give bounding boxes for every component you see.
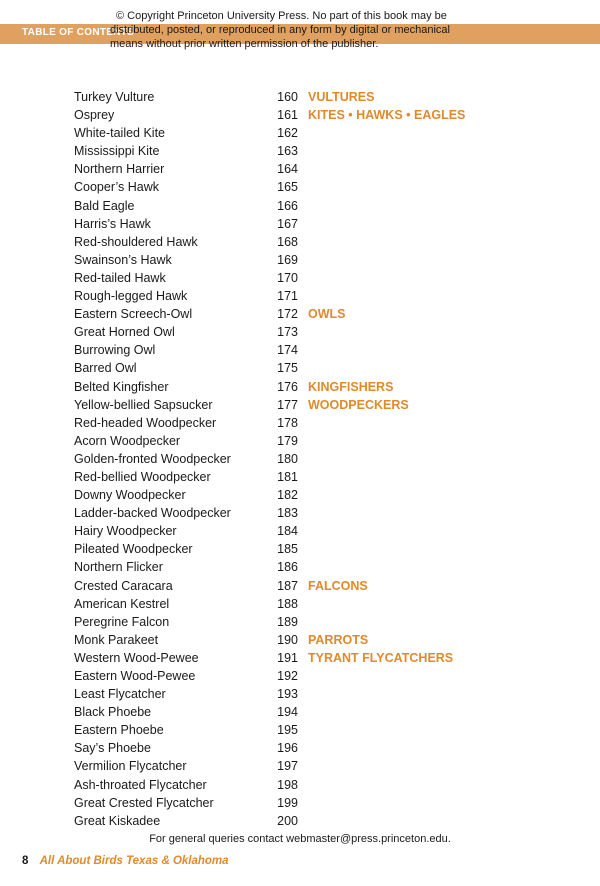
page-ref: 162 <box>277 126 298 141</box>
page-ref: 186 <box>277 560 298 575</box>
page-ref: 163 <box>277 144 298 159</box>
species-name: Hairy Woodpecker <box>74 524 177 539</box>
species-name: Monk Parakeet <box>74 632 159 647</box>
page-ref: 191 <box>277 650 298 665</box>
group-heading: KINGFISHERS <box>308 379 394 394</box>
group-heading: WOODPECKERS <box>308 397 409 412</box>
page-ref: 190 <box>277 632 298 647</box>
page-ref: 198 <box>277 777 298 792</box>
species-name: Eastern Phoebe <box>74 723 164 738</box>
section-title: TABLE OF CONTENTS <box>22 27 135 38</box>
species-name: Bald Eagle <box>74 198 135 213</box>
species-name: Ladder-backed Woodpecker <box>74 506 231 521</box>
species-name: Cooper’s Hawk <box>74 180 159 195</box>
page-ref: 178 <box>277 415 298 430</box>
species-name: Peregrine Falcon <box>74 614 170 629</box>
page-ref: 180 <box>277 451 298 466</box>
species-name: Swainson’s Hawk <box>74 252 172 267</box>
page-ref: 174 <box>277 343 298 358</box>
species-name: Western Wood-Pewee <box>74 650 199 665</box>
contact-note: For general queries contact webmaster@press.princeton.edu. <box>149 833 451 845</box>
species-name: Vermilion Flycatcher <box>74 759 187 774</box>
page-ref: 197 <box>277 759 298 774</box>
species-name: Red-bellied Woodpecker <box>74 469 211 484</box>
species-name: Crested Caracara <box>74 578 173 593</box>
page-ref: 167 <box>277 216 298 231</box>
species-name: American Kestrel <box>74 596 170 611</box>
species-name: Ash-throated Flycatcher <box>74 777 207 792</box>
page-ref: 173 <box>277 325 298 340</box>
page-ref: 189 <box>277 614 298 629</box>
group-heading: TYRANT FLYCATCHERS <box>308 650 454 665</box>
species-name: Great Horned Owl <box>74 325 175 340</box>
species-name: Belted Kingfisher <box>74 379 169 394</box>
page-number: 8 <box>22 855 29 867</box>
page-ref: 171 <box>277 289 298 304</box>
page-ref: 164 <box>277 162 298 177</box>
copyright-line-2: distributed, posted, or reproduced in any form by digital or mechanical <box>110 24 450 36</box>
page-ref: 168 <box>277 234 298 249</box>
species-name: Say’s Phoebe <box>74 741 151 756</box>
species-name: Red-headed Woodpecker <box>74 415 217 430</box>
species-name: Osprey <box>74 108 115 123</box>
page-ref: 184 <box>277 524 298 539</box>
species-name: Barred Owl <box>74 361 137 376</box>
page-ref: 200 <box>277 813 298 828</box>
page-ref: 188 <box>277 596 298 611</box>
page-ref: 195 <box>277 723 298 738</box>
species-name: Downy Woodpecker <box>74 488 186 503</box>
page-ref: 166 <box>277 198 298 213</box>
species-name: Rough-legged Hawk <box>74 289 188 304</box>
species-name: Harris’s Hawk <box>74 216 151 231</box>
page-ref: 165 <box>277 180 298 195</box>
copyright-notice <box>110 9 500 51</box>
book-title: All About Birds Texas & Oklahoma <box>39 855 229 867</box>
species-name: Great Kiskadee <box>74 813 161 828</box>
species-name: Northern Harrier <box>74 162 165 177</box>
species-name: Burrowing Owl <box>74 343 156 358</box>
group-heading: OWLS <box>308 307 346 322</box>
copyright-line-3: means without prior written permission of the publisher. <box>110 38 379 50</box>
page-ref: 187 <box>277 578 298 593</box>
page-ref: 160 <box>277 90 298 104</box>
page-ref: 192 <box>277 669 298 683</box>
species-name: Eastern Wood-Pewee <box>74 669 196 683</box>
page-ref: 182 <box>277 488 298 503</box>
group-heading: FALCONS <box>308 578 368 593</box>
page-ref: 185 <box>277 542 298 557</box>
species-name: Golden-fronted Woodpecker <box>74 451 231 466</box>
page-ref: 196 <box>277 741 298 756</box>
page-ref: 172 <box>277 307 298 322</box>
page-ref: 183 <box>277 506 298 521</box>
species-name: Black Phoebe <box>74 705 152 720</box>
page-ref: 169 <box>277 252 298 267</box>
page-ref: 161 <box>277 108 298 123</box>
species-name: Great Crested Flycatcher <box>74 795 214 810</box>
folio <box>22 855 229 867</box>
page-ref: 199 <box>277 795 298 810</box>
species-name: Eastern Screech-Owl <box>74 307 193 322</box>
group-heading: PARROTS <box>308 632 369 647</box>
page-ref: 179 <box>277 433 298 448</box>
copyright-line-1: © Copyright Princeton University Press. No part of this book may be <box>116 10 447 22</box>
species-name: Northern Flicker <box>74 560 163 575</box>
species-name: Red-shouldered Hawk <box>74 234 198 249</box>
page-ref: 193 <box>277 687 298 702</box>
group-heading: VULTURES <box>308 90 375 104</box>
species-name: Acorn Woodpecker <box>74 433 181 448</box>
page-ref: 181 <box>277 469 298 484</box>
species-name: Red-tailed Hawk <box>74 270 166 285</box>
species-name: Yellow-bellied Sapsucker <box>74 397 213 412</box>
page-ref: 177 <box>277 397 298 412</box>
species-name: Least Flycatcher <box>74 687 166 702</box>
species-name: Mississippi Kite <box>74 144 160 159</box>
page-ref: 170 <box>277 270 298 285</box>
species-name: White-tailed Kite <box>74 126 166 141</box>
species-name: Pileated Woodpecker <box>74 542 193 557</box>
page-ref: 175 <box>277 361 298 376</box>
page-ref: 176 <box>277 379 298 394</box>
page-ref: 194 <box>277 705 298 720</box>
group-heading: KITES • HAWKS • EAGLES <box>308 108 466 123</box>
species-name: Turkey Vulture <box>74 90 155 104</box>
